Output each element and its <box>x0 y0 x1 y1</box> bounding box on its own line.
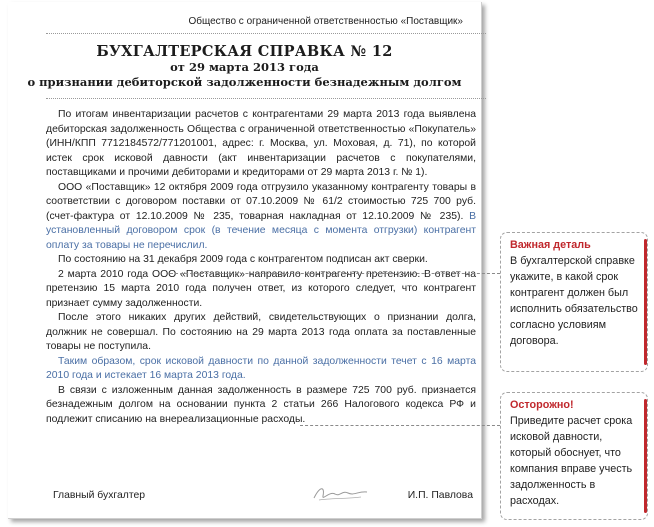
organization-name: Общество с ограниченной ответственностью «Поставщик» <box>188 16 463 27</box>
note-accent-bar <box>644 239 647 365</box>
note-caution <box>500 392 648 520</box>
paragraph-no-action: После этого никаких других действий, свидетельствующих о признании долга, должник не совершал. По состоянию на 29 марта 2013 года оплата за поставленные товары не поступила. <box>46 312 476 352</box>
paragraph-shipment <box>46 181 476 254</box>
highlight-limitation-period: Таким образом, срок исковой давности по данной задолженности течет с 16 марта 2010 года и истекает 16 марта 2013 года. <box>46 355 476 381</box>
paragraph-shipment-text: ООО «Поставщик» 12 октября 2009 года отгрузило указанному контрагенту товары в соответствии с договором поставки от 07.10.2009 № 61/2 стоимостью 725 700 руб. (счет-фактура от 12.10.2009 № 235, товарная накладная от 12.10.2009 № 235). <box>46 181 476 222</box>
document-title-block <box>8 43 481 90</box>
handwritten-signature <box>311 482 371 504</box>
paragraph-inventory: По итогам инвентаризации расчетов с контрагентами 29 марта 2013 года выявлена дебиторская задолженность Общества с ограниченной ответственностью «Покупатель» (ИНН/КПП 7712184572/771201001, адрес: г. Москва, ул. Моховая, д. 71), по которой истек срок исковой давности (акт инвентаризации расчетов с покупателями, поставщиками и прочими дебиторами и кредиторами от 29 марта 2013 г. № 1). <box>46 109 476 178</box>
header-divider <box>46 33 486 34</box>
paragraph-reconciliation: По состоянию на 31 декабря 2009 года с контрагентом подписан акт сверки. <box>58 254 428 265</box>
document-date: от 29 марта 2013 года <box>170 60 319 74</box>
document-title: БУХГАЛТЕРСКАЯ СПРАВКА № 12 <box>96 43 393 60</box>
document-page <box>8 2 482 519</box>
document-body <box>46 108 476 427</box>
title-divider <box>46 98 486 99</box>
note-heading: Осторожно! <box>510 399 574 411</box>
note-connector-2 <box>300 425 500 426</box>
highlight-payment-term: В установленный договором срок (в течение месяца с момента отгрузки) контрагент оплату за товары не перечислил. <box>46 210 476 251</box>
paragraph-conclusion: В связи с изложенным данная задолженность в размере 725 700 руб. признается безнадежным долгом на основании пункта 2 статьи 266 Налогового кодекса РФ и подлежит списанию на внереализационные расходы. <box>46 384 476 425</box>
note-text: В бухгалтерской справке укажите, в какой срок контрагент должен был исполнить обязательство согласно условиям договора. <box>510 255 638 347</box>
note-accent-bar <box>644 399 647 513</box>
note-heading: Важная деталь <box>510 239 591 251</box>
document-subject: о признании дебиторской задолженности безнадежным долгом <box>27 75 462 89</box>
signer-name: И.П. Павлова <box>407 490 473 501</box>
signer-position: Главный бухгалтер <box>53 490 146 501</box>
paragraph-claim: 2 марта 2010 года ООО «Поставщик» направило контрагенту претензию. В ответ на претензию 15 марта 2010 года получен ответ, из которого следует, что контрагент признает сумму задолженности. <box>46 268 476 309</box>
note-connector-1 <box>170 273 500 274</box>
note-text: Приведите расчет срока исковой давности, который обоснует, что компания вправе учесть задолженность в расходах. <box>510 415 633 507</box>
note-important-detail <box>500 232 648 372</box>
